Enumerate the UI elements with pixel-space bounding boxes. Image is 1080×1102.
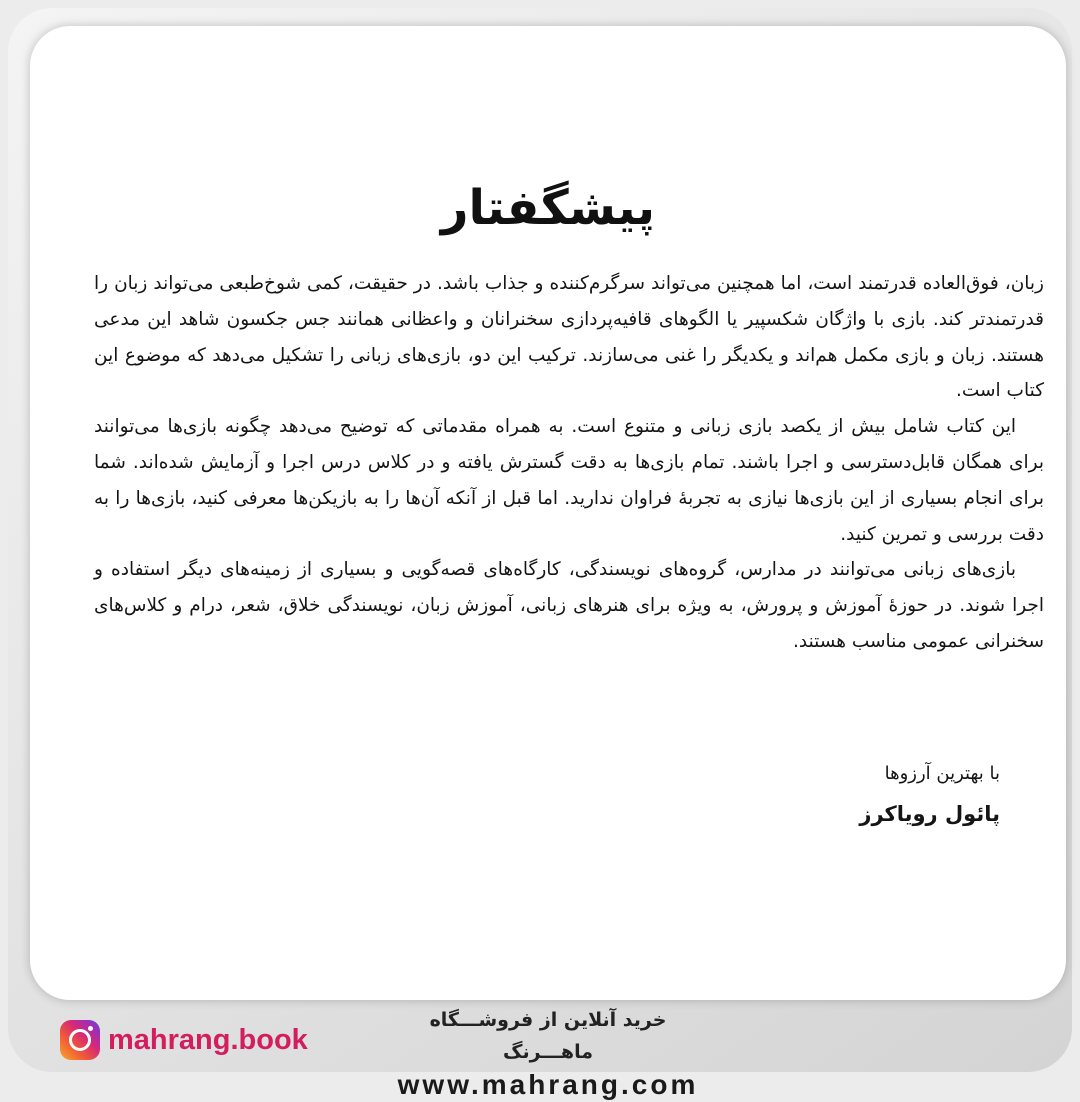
shop-text: خرید آنلاین از فروشـــگاه ماهـــرنگ [429, 1009, 667, 1063]
instagram-link[interactable] [60, 1020, 308, 1060]
paragraph-3: بازی‌های زبانی می‌توانند در مدارس، گروه‌های نویسندگی، کارگاه‌های قصه‌گویی و بسیاری از زمینه‌های دیگر استفاده و اجرا شوند. در حوزهٔ آموزش و پرورش، به ویژه برای هنرهای زبانی، آموزش زبان، نویسندگی خلاق، شعر، درام و کلاس‌های سخنرانی عمومی مناسب هستند. [94, 559, 1044, 652]
paragraph-2: این کتاب شامل بیش از یکصد بازی زبانی و متنوع است. به همراه مقدماتی که توضیح می‌دهد چگونه بازی‌ها می‌توانند برای همگان قابل‌دسترسی و اجرا باشند. تمام بازی‌ها به دقت گسترش یافته و در کلاس درس اجرا و آزمایش شده‌اند. شما برای انجام بسیاری از این بازی‌ها نیازی به تجربهٔ فراوان ندارید. اما قبل از آنکه آن‌ها را به بازیکن‌ها معرفی کنید، بازی‌ها را به دقت بررسی و تمرین کنید. [94, 416, 1044, 545]
signature-block [859, 754, 1000, 834]
closing-wishes: با بهترین آرزوها [884, 763, 1000, 784]
instagram-icon [60, 1020, 100, 1060]
page-frame [8, 8, 1072, 1100]
preface-body [94, 266, 1044, 660]
paragraph-1: زبان، فوق‌العاده قدرتمند است، اما همچنین می‌تواند سرگرم‌کننده و جذاب باشد. در حقیقت، کمی شوخ‌طبعی می‌تواند زبان را قدرتمندتر کند. بازی با واژگان شکسپیر یا الگوهای قافیه‌پردازی سخنرانان و واعظانی همانند جس جکسون شاهد این مدعی هستند. زبان و بازی مکمل هم‌اند و یکدیگر را غنی می‌سازند. ترکیب این دو، بازی‌های زبانی را تشکیل می‌دهد که موضوع این کتاب است. [94, 273, 1044, 402]
shop-info [388, 1004, 708, 1102]
content-card [30, 26, 1066, 1000]
instagram-handle[interactable]: mahrang.book [108, 1023, 308, 1056]
footer [8, 1000, 1072, 1100]
page-title: پیشگفتار [440, 180, 656, 236]
shop-url-link[interactable]: www.mahrang.com [397, 1069, 699, 1100]
author-name: پائول رویاکرز [859, 802, 1000, 826]
